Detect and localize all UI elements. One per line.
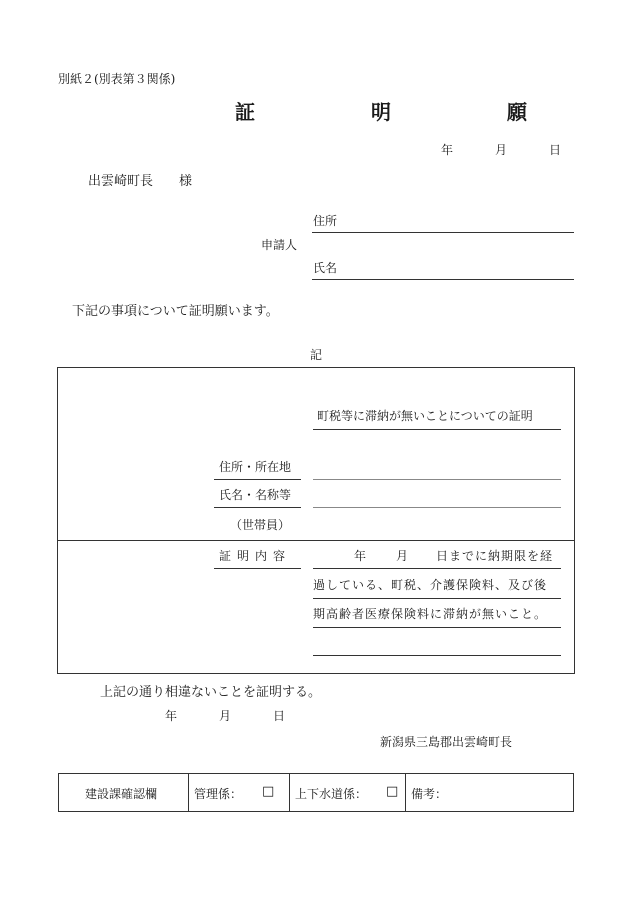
box-name-field[interactable] <box>313 507 561 508</box>
box-address-label-underline <box>214 479 301 480</box>
box-name-label-underline <box>214 507 301 508</box>
content-line3: 期高齢者医療保険料に滞納が無いこと。 <box>313 607 548 621</box>
box-address-field[interactable] <box>313 479 561 480</box>
content-year: 年 <box>354 549 367 563</box>
box-content-label: 証明内容 <box>219 549 292 563</box>
remarks-label: 備考： <box>411 787 448 801</box>
content-line2-rule <box>313 598 561 599</box>
cert-date-day: 日 <box>273 709 286 723</box>
request-text: 下記の事項について証明願います。 <box>72 304 279 319</box>
water-checkbox[interactable]: □ <box>386 784 399 799</box>
certificate-title: 町税等に滞納が無いことについての証明 <box>317 409 533 423</box>
table-divider <box>289 773 290 811</box>
box-household-label: （世帯員） <box>230 518 291 532</box>
table-divider <box>405 773 406 811</box>
kanri-checkbox[interactable]: □ <box>262 784 275 799</box>
box-address-label: 住所・所在地 <box>219 460 292 474</box>
issuer: 新潟県三島郡出雲崎町長 <box>380 735 513 749</box>
date-month-label: 月 <box>495 143 508 157</box>
applicant-name-field[interactable] <box>312 279 574 280</box>
content-month: 月 <box>396 549 409 563</box>
kanri-label: 管理係： <box>194 787 243 801</box>
content-line3-rule <box>313 627 561 628</box>
applicant-address-field[interactable] <box>312 232 574 233</box>
applicant-label: 申請人 <box>261 238 298 252</box>
content-line2: 過している、町税、介護保険料、及び後 <box>313 578 548 592</box>
applicant-name-label: 氏名 <box>313 261 338 275</box>
date-year-label: 年 <box>441 143 454 157</box>
content-line1: 日までに納期限を経 <box>436 549 554 563</box>
applicant-address-label: 住所 <box>313 214 338 228</box>
content-extra-field[interactable] <box>313 655 561 656</box>
date-day-label: 日 <box>549 143 562 157</box>
cert-date-month: 月 <box>219 709 232 723</box>
content-line1-rule <box>313 568 561 569</box>
addressee: 出雲崎町長 様 <box>88 174 193 189</box>
table-divider <box>188 773 189 811</box>
page-title: 証 明 願 <box>235 100 575 124</box>
box-name-label: 氏名・名称等 <box>219 488 292 502</box>
water-label: 上下水道係： <box>295 787 368 801</box>
dept-confirmation-label: 建設課確認欄 <box>85 787 158 801</box>
certify-text: 上記の通り相違ないことを証明する。 <box>100 685 322 700</box>
box-divider <box>57 540 574 541</box>
cert-date-year: 年 <box>165 709 178 723</box>
certificate-title-underline <box>313 429 561 430</box>
ki-label: 記 <box>310 348 323 362</box>
form-reference: 別紙２(別表第３関係) <box>58 72 176 86</box>
box-content-label-underline <box>214 568 301 569</box>
